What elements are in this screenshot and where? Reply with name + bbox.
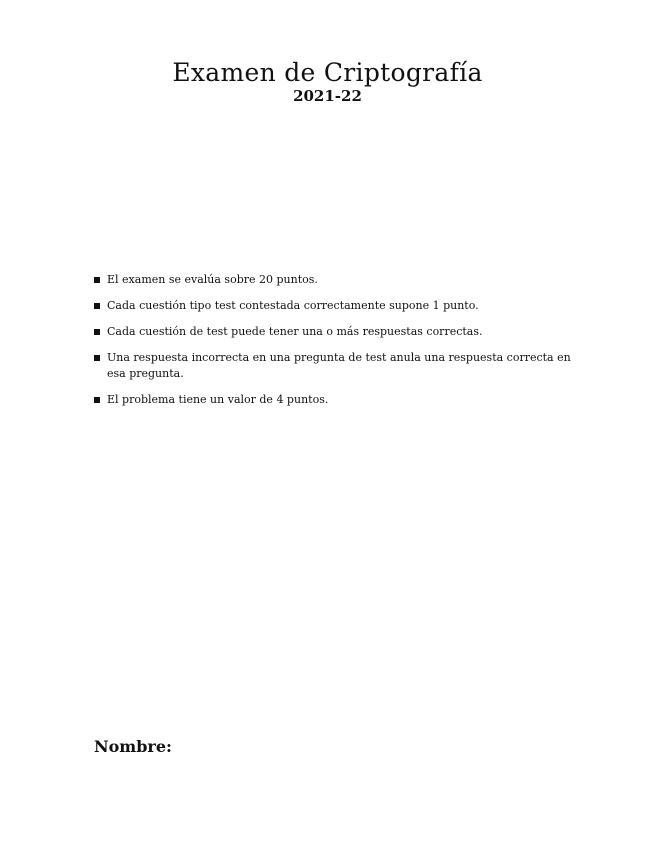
instruction-text: Cada cuestión tipo test contestada correctamente supone 1 punto. (107, 299, 479, 312)
instruction-text: Una respuesta incorrecta en una pregunta de test anula una respuesta correcta en esa pregunta. (107, 351, 571, 380)
instruction-text: Cada cuestión de test puede tener una o más respuestas correctas. (107, 325, 483, 338)
name-label: Nombre: (94, 737, 172, 756)
exam-title: Examen de Criptografía (172, 58, 483, 87)
square-bullet-icon (94, 397, 100, 403)
instruction-item (94, 350, 589, 382)
instructions-list (94, 272, 589, 418)
square-bullet-icon (94, 329, 100, 335)
exam-year: 2021-22 (293, 87, 362, 105)
instruction-item (94, 298, 589, 314)
square-bullet-icon (94, 277, 100, 283)
instruction-item (94, 324, 589, 340)
instruction-text: El examen se evalúa sobre 20 puntos. (107, 273, 318, 286)
instruction-text: El problema tiene un valor de 4 puntos. (107, 393, 329, 406)
square-bullet-icon (94, 355, 100, 361)
square-bullet-icon (94, 303, 100, 309)
instruction-item (94, 392, 589, 408)
instruction-item (94, 272, 589, 288)
